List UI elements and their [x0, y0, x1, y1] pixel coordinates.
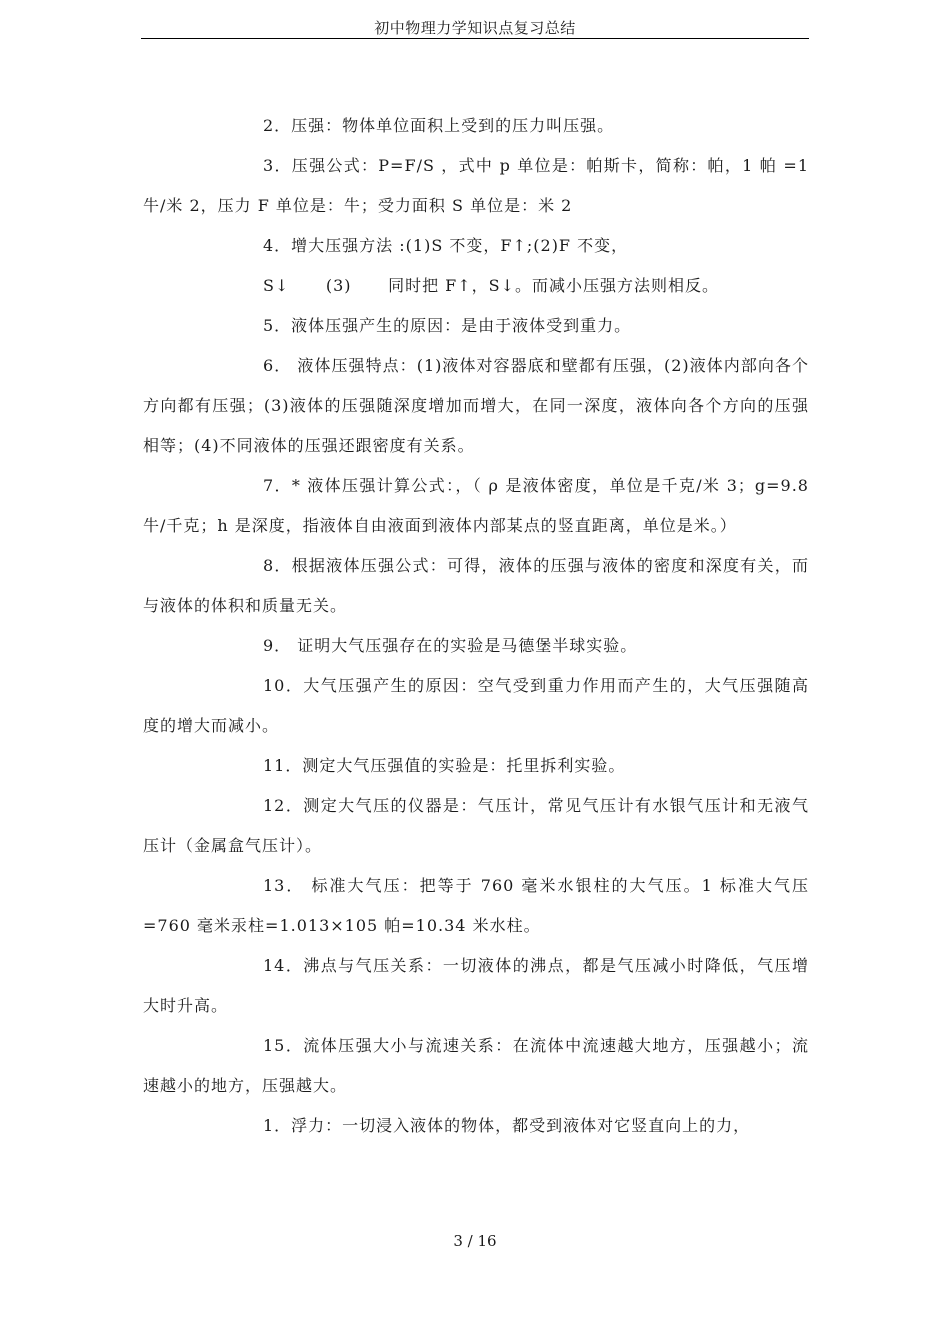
document-body [143, 106, 809, 1146]
page-number: 3 / 16 [453, 1232, 497, 1250]
paragraph-3-pressure-formula: 3．压强公式：P=F/S ，式中 p 单位是：帕斯卡，简称：帕，1 帕 =1 牛/米 2，压力 F 单位是：牛；受力面积 S 单位是：米 2 [143, 156, 809, 215]
paragraph-9-magdeburg: 9． 证明大气压强存在的实验是马德堡半球实验。 [263, 636, 638, 655]
paragraph-15-fluid-flow: 15．流体压强大小与流速关系：在流体中流速越大地方，压强越小；流速越小的地方，压强越大。 [143, 1036, 809, 1095]
paragraph-6-liquid-pressure-features: 6． 液体压强特点：(1)液体对容器底和壁都有压强，(2)液体内部向各个方向都有压强；(3)液体的压强随深度增加而增大，在同一深度，液体向各个方向的压强相等；(4)不同液体的压强还跟密度有关系。 [143, 356, 809, 455]
paragraph-4-continuation: S↓ (3) 同时把 F↑，S↓。而减小压强方法则相反。 [263, 276, 720, 295]
paragraph-5-liquid-pressure-cause: 5．液体压强产生的原因：是由于液体受到重力。 [263, 316, 632, 335]
paragraph-2-pressure-definition: 2．压强：物体单位面积上受到的压力叫压强。 [263, 116, 615, 135]
paragraph-8-liquid-pressure-factors: 8．根据液体压强公式：可得，液体的压强与液体的密度和深度有关，而与液体的体积和质量无关。 [143, 556, 809, 615]
page-header-title: 初中物理力学知识点复习总结 [374, 19, 576, 37]
paragraph-12-barometer: 12．测定大气压的仪器是：气压计，常见气压计有水银气压计和无液气压计（金属盒气压计）。 [143, 796, 809, 855]
paragraph-10-atmospheric-pressure-cause: 10．大气压强产生的原因：空气受到重力作用而产生的，大气压强随高度的增大而减小。 [143, 676, 809, 735]
paragraph-13-standard-atmosphere: 13． 标准大气压：把等于 760 毫米水银柱的大气压。1 标准大气压=760 毫米汞柱=1.013×105 帕=10.34 米水柱。 [143, 876, 809, 935]
paragraph-4-increase-pressure: 4．增大压强方法 :(1)S 不变，F↑;(2)F 不变， [263, 236, 629, 255]
paragraph-11-torricelli: 11．测定大气压强值的实验是：托里拆利实验。 [263, 756, 626, 775]
paragraph-buoyancy-definition: 1．浮力：一切浸入液体的物体，都受到液体对它竖直向上的力， [263, 1116, 751, 1135]
paragraph-7-liquid-pressure-formula: 7．* 液体压强计算公式：，（ ρ 是液体密度，单位是千克/米 3；g=9.8 牛/千克；h 是深度，指液体自由液面到液体内部某点的竖直距离，单位是米。） [143, 476, 809, 535]
paragraph-14-boiling-point: 14．沸点与气压关系：一切液体的沸点，都是气压减小时降低，气压增大时升高。 [143, 956, 809, 1015]
header-rule [141, 38, 809, 39]
